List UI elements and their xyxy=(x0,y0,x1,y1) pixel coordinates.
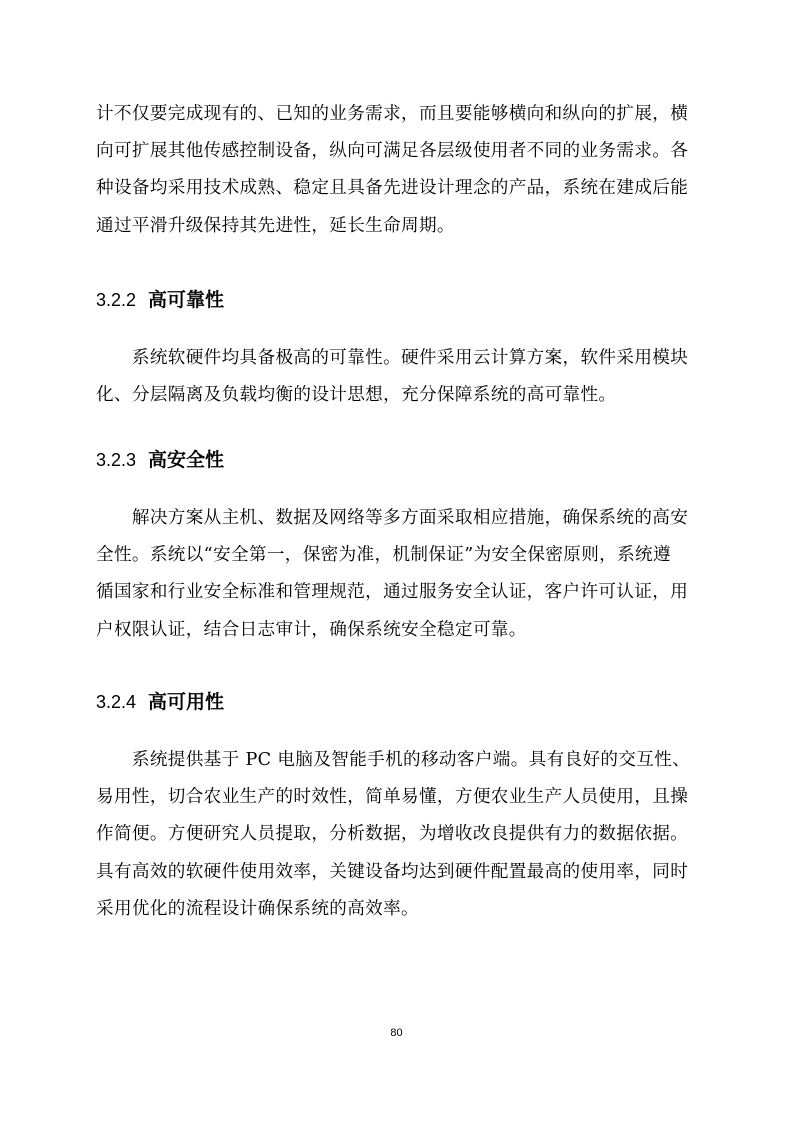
security-paragraph xyxy=(96,500,700,649)
section-heading-3-2-4 xyxy=(96,690,224,714)
text-line: 系统提供基于 PC 电脑及智能手机的移动客户端。具有良好的交互性、 xyxy=(96,750,691,770)
section-number: 3.2.2 xyxy=(96,290,137,310)
page-number: 80 xyxy=(390,1027,403,1039)
reliability-paragraph xyxy=(96,340,700,414)
section-title: 高可靠性 xyxy=(148,289,225,311)
section-title: 高安全性 xyxy=(148,449,225,471)
text-line: 具有高效的软硬件使用效率，关键设备均达到硬件配置最高的使用率，同时 xyxy=(96,861,689,882)
text-line: 种设备均采用技术成熟、稳定且具备先进设计理念的产品，系统在建成后能 xyxy=(96,178,689,199)
text-line: 系统软硬件均具备极高的可靠性。硬件采用云计算方案，软件采用模块 xyxy=(96,348,689,368)
section-heading-3-2-3 xyxy=(96,448,224,472)
text-line: 采用优化的流程设计确保系统的高效率。 xyxy=(96,898,419,919)
text-line: 向可扩展其他传感控制设备，纵向可满足各层级使用者不同的业务需求。各 xyxy=(96,141,689,162)
text-line: 解决方案从主机、数据及网络等多方面采取相应措施，确保系统的高安 xyxy=(96,508,689,528)
text-line: 化、分层隔离及负载均衡的设计思想，充分保障系统的高可靠性。 xyxy=(96,385,617,406)
usability-paragraph xyxy=(96,742,700,928)
text-line: 作简便。方便研究人员提取，分析数据，为增收改良提供有力的数据依据。 xyxy=(96,824,689,845)
section-number: 3.2.4 xyxy=(96,692,137,712)
text-line: 计不仅要完成现有的、已知的业务需求，而且要能够横向和纵向的扩展，横 xyxy=(96,104,689,124)
section-title: 高可用性 xyxy=(148,691,225,713)
text-line: 全性。系统以“安全第一，保密为准，机制保证”为安全保密原则，系统遵 xyxy=(96,545,671,566)
intro-paragraph xyxy=(96,96,700,245)
section-heading-3-2-2 xyxy=(96,288,224,312)
text-line: 通过平滑升级保持其先进性，延长生命周期。 xyxy=(96,215,455,236)
section-number: 3.2.3 xyxy=(96,450,137,470)
text-line: 户权限认证，结合日志审计，确保系统安全稳定可靠。 xyxy=(96,619,527,640)
text-line: 循国家和行业安全标准和管理规范，通过服务安全认证，客户许可认证，用 xyxy=(96,582,689,603)
text-line: 易用性，切合农业生产的时效性，简单易懂，方便农业生产人员使用，且操 xyxy=(96,787,689,808)
